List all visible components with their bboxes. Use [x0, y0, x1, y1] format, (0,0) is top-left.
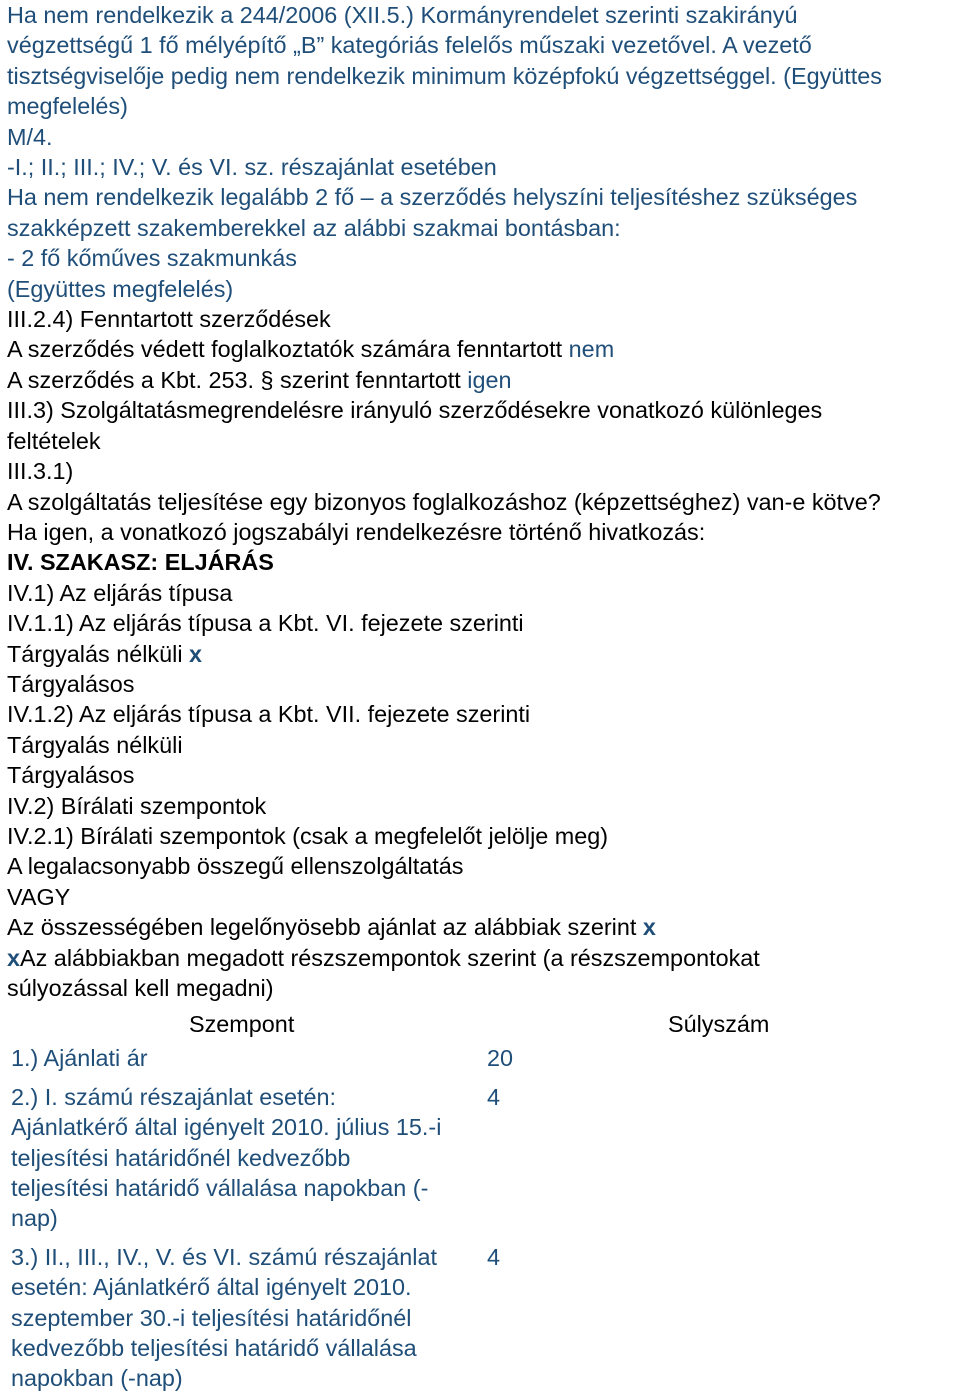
weight-cell	[483, 1242, 500, 1394]
text-segment: IV.1) Az eljárás típusa	[7, 579, 233, 606]
table-row	[7, 1043, 960, 1073]
text-segment: Tárgyalás nélküli	[7, 640, 190, 667]
text-segment: Ha nem rendelkezik a 244/2006 (XII.5.) Kormányrendelet szerinti szakirányú	[7, 2, 798, 28]
text-segment: Az alábbiakban megadott részszempontok szerint (a részszempontokat	[20, 944, 760, 971]
criterion-cell	[7, 1043, 483, 1073]
text-segment: Ha igen, a vonatkozó jogszabályi rendelkezésre történő hivatkozás:	[7, 518, 706, 545]
text-segment: VAGY	[7, 883, 71, 910]
table-row	[7, 1242, 960, 1394]
text-segment: súlyozással kell megadni)	[7, 975, 274, 1001]
text-line	[7, 608, 960, 638]
text-segment: tisztségviselője pedig nem rendelkezik minimum középfokú végzettséggel. (Együttes	[7, 62, 882, 89]
criterion-cell	[7, 1242, 483, 1394]
text-segment: A legalacsonyabb összegű ellenszolgáltatás	[7, 853, 464, 880]
text-segment: Tárgyalásos	[7, 762, 135, 789]
text-line	[7, 517, 960, 547]
text-line	[7, 578, 960, 608]
criterion-header: Szempont	[189, 1011, 295, 1038]
selected-mark: x	[7, 944, 21, 971]
document-body	[7, 0, 960, 1003]
text-segment: IV.1.2) Az eljárás típusa a Kbt. VII. fejezete szerinti	[7, 701, 531, 728]
text-segment: A szerződés a Kbt. 253. § szerint fenntartott	[7, 366, 468, 393]
weight-cell	[483, 1043, 513, 1073]
text-line	[7, 91, 960, 121]
criterion-text: 2.) I. számú részajánlat esetén: Ajánlatkérő által igényelt 2010. július 15.-i teljesítési határidőnél kedvezőbb teljesítési határidő vállalása napokban (-nap)	[11, 1083, 442, 1232]
criterion-text: 1.) Ajánlati ár	[11, 1045, 148, 1072]
weight-header: Súlyszám	[668, 1011, 770, 1038]
selected-mark: x	[642, 914, 656, 941]
text-line	[7, 943, 960, 973]
text-segment: végzettségű 1 fő mélyépítő „B” kategóriás felelős műszaki vezetővel. A vezető	[7, 32, 812, 59]
text-segment: III.2.4) Fenntartott szerződések	[7, 306, 331, 333]
text-segment: igen	[467, 366, 512, 393]
text-segment: III.3.1)	[7, 458, 74, 485]
criterion-cell	[7, 1082, 483, 1234]
text-line	[7, 243, 960, 273]
text-line	[7, 426, 960, 456]
text-line	[7, 791, 960, 821]
text-line	[7, 456, 960, 486]
text-segment: szakképzett szakemberekkel az alábbi szakmai bontásban:	[7, 214, 621, 241]
criterion-text: 3.) II., III., IV., V. és VI. számú részajánlat esetén: Ajánlatkérő által igényelt 2010. szeptember 30.-i teljesítési határidőnél kedvezőbb teljesítési határidő vállalása napokban (-nap)	[11, 1243, 437, 1392]
text-line	[7, 699, 960, 729]
text-line	[7, 912, 960, 942]
text-line	[7, 365, 960, 395]
weight-text: 4	[487, 1243, 501, 1270]
text-segment: IV.2) Bírálati szempontok	[7, 792, 267, 819]
weight-text: 20	[487, 1045, 514, 1072]
text-segment: M/4.	[7, 123, 53, 150]
text-segment: Az összességében legelőnyösebb ajánlat az alábbiak szerint	[7, 914, 643, 941]
text-line	[7, 882, 960, 912]
table-row	[7, 1082, 960, 1234]
text-segment: A szerződés védett foglalkoztatók számára fenntartott	[7, 336, 569, 363]
text-line	[7, 304, 960, 334]
text-line	[7, 0, 960, 30]
text-line	[7, 122, 960, 152]
text-segment: (Együttes megfelelés)	[7, 275, 234, 302]
text-line	[7, 730, 960, 760]
text-line	[7, 821, 960, 851]
text-line	[7, 760, 960, 790]
text-segment: feltételek	[7, 427, 101, 454]
text-line	[7, 334, 960, 364]
text-line	[7, 639, 960, 669]
text-segment: Tárgyalásos	[7, 670, 135, 697]
text-line	[7, 274, 960, 304]
text-line	[7, 182, 960, 212]
text-segment: megfelelés)	[7, 93, 128, 120]
text-segment: - 2 fő kőműves szakmunkás	[7, 245, 297, 272]
text-line	[7, 487, 960, 517]
criteria-table	[7, 1043, 960, 1393]
text-line	[7, 669, 960, 699]
text-line	[7, 61, 960, 91]
text-line	[7, 973, 960, 1003]
text-segment: IV.2.1) Bírálati szempontok (csak a megfelelőt jelölje meg)	[7, 822, 609, 849]
text-segment: A szolgáltatás teljesítése egy bizonyos foglalkozáshoz (képzettséghez) van-e kötve?	[7, 488, 881, 515]
criteria-table-header	[7, 1005, 960, 1043]
text-segment: Ha nem rendelkezik legalább 2 fő – a szerződés helyszíni teljesítéshez szükséges	[7, 184, 858, 211]
text-line	[7, 213, 960, 243]
text-segment: -I.; II.; III.; IV.; V. és VI. sz. részajánlat esetében	[7, 154, 497, 181]
text-line	[7, 395, 960, 425]
text-segment: nem	[568, 336, 615, 363]
weight-text: 4	[487, 1083, 501, 1110]
text-segment: IV. SZAKASZ: ELJÁRÁS	[7, 549, 274, 576]
text-segment: Tárgyalás nélküli	[7, 731, 183, 758]
weight-cell	[483, 1082, 500, 1234]
text-line	[7, 152, 960, 182]
selected-mark: x	[189, 640, 203, 667]
text-segment: IV.1.1) Az eljárás típusa a Kbt. VI. fejezete szerinti	[7, 610, 524, 637]
text-line	[7, 547, 960, 577]
text-segment: III.3) Szolgáltatásmegrendelésre irányuló szerződésekre vonatkozó különleges	[7, 397, 823, 424]
text-line	[7, 851, 960, 881]
text-line	[7, 30, 960, 60]
